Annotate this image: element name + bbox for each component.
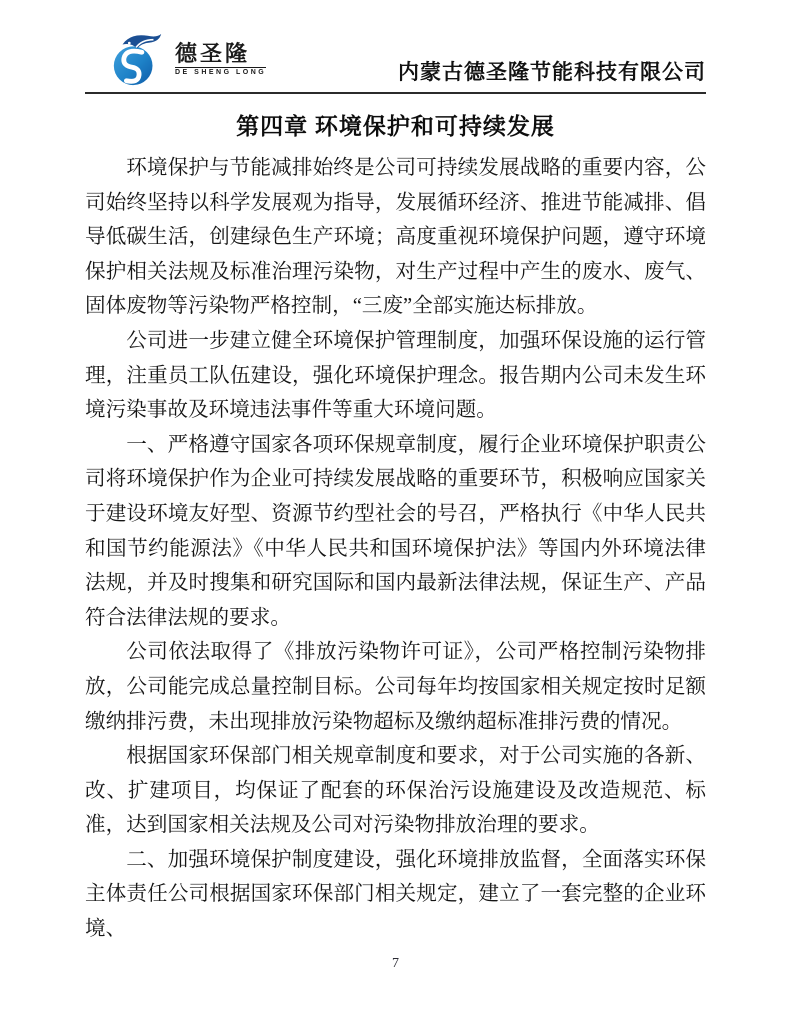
paragraph-management-system: 公司进一步建立健全环境保护管理制度，加强环保设施的运行管理，注重员工队伍建设，强化环境保护理念。报告期内公司未发生环境污染事故及环境违法事件等重大环境问题。 [85, 329, 706, 422]
logo-wordmark [175, 42, 266, 75]
paragraph-item-one-regulations: 一、严格遵守国家各项环保规章制度，履行企业环境保护职责公司将环境保护作为企业可持续发展战略的重要环节，积极响应国家关于建设环境友好型、资源节约型社会的号召，严格执行《中华人民共和国节约能源法》《中华人民共和国环境保护法》等国内外环境法律法规，并及时搜集和研究国际和国内最新法律法规，保证生产、产品符合法律法规的要求。 [85, 433, 706, 629]
page-number: 7 [392, 956, 399, 971]
company-logo [85, 30, 266, 88]
chapter-title: 第四章 环境保护和可持续发展 [236, 114, 555, 139]
chapter-body [85, 151, 706, 947]
logo-chinese-name: 德圣隆 [175, 41, 251, 67]
paragraph-construction-projects: 根据国家环保部门相关规章制度和要求，对于公司实施的各新、改、扩建项目，均保证了配套的环保治污设施建设及改造规范、标准，达到国家相关法规及公司对污染物排放治理的要求。 [85, 745, 706, 837]
logo-english-name: DE SHENG LONG [175, 68, 267, 76]
page-footer [0, 956, 791, 972]
paragraph-pollutant-permit: 公司依法取得了《排放污染物许可证》，公司严格控制污染物排放，公司能完成总量控制目标。公司每年均按国家相关规定按时足额缴纳排污费，未出现排放污染物超标及缴纳超标准排污费的情况。 [85, 641, 706, 733]
paragraph-environment-strategy: 环境保护与节能减排始终是公司可持续发展战略的重要内容，公司始终坚持以科学发展观为指导，发展循环经济、推进节能减排、倡导低碳生活，创建绿色生产环境；高度重视环境保护问题，遵守环境保护相关法规及标准治理污染物，对生产过程中产生的废水、废气、固体废物等污染物严格控制，“三废”全部实施达标排放。 [85, 157, 706, 318]
company-name: 内蒙古德圣隆节能科技有限公司 [398, 60, 706, 84]
dragon-sphere-logo-icon [107, 30, 169, 88]
page-header [85, 0, 706, 94]
paragraph-item-two-supervision: 二、加强环境保护制度建设，强化环境排放监督，全面落实环保主体责任公司根据国家环保部门相关规定，建立了一套完整的企业环境、 [85, 848, 706, 941]
